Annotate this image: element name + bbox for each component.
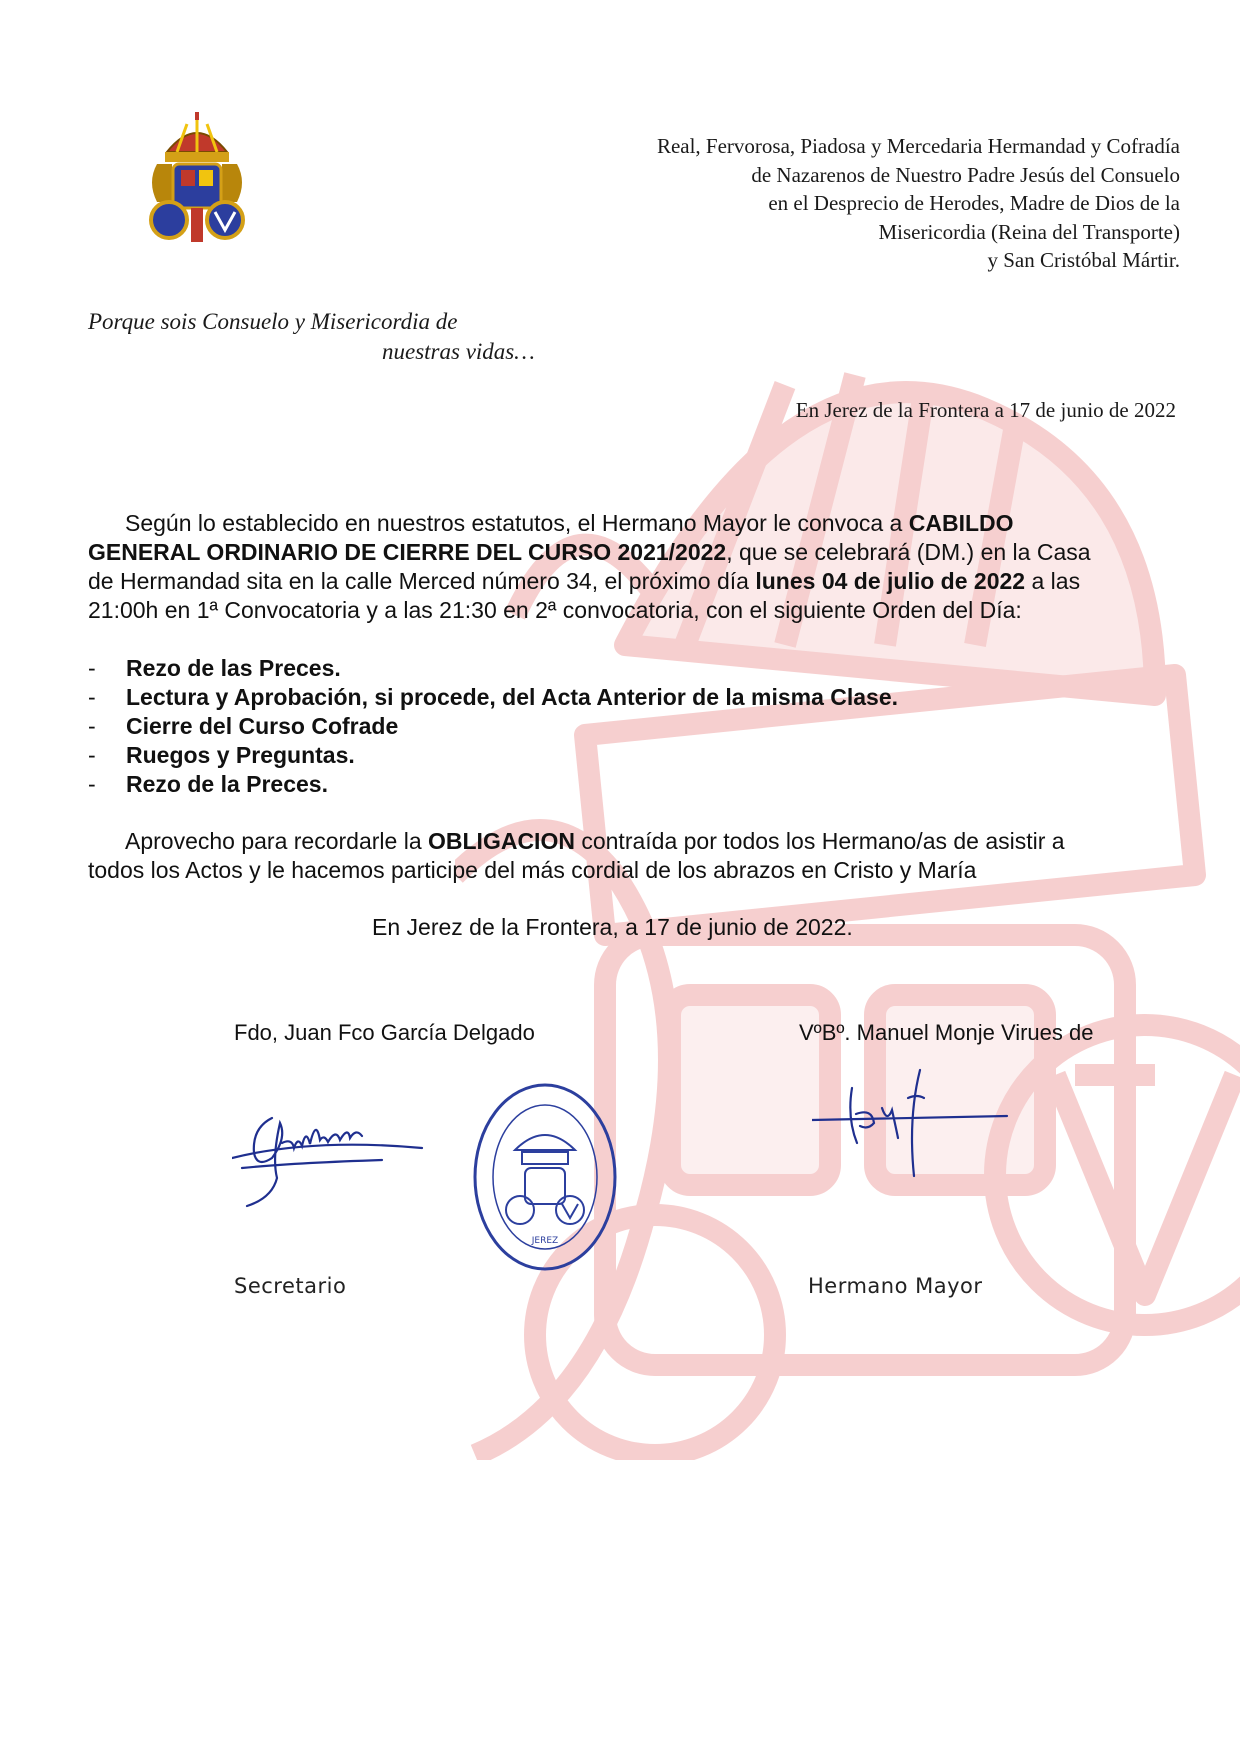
secretary-signature-icon: [232, 1098, 432, 1213]
paragraph-2-line-1: [125, 828, 1065, 855]
agenda-item-text: Cierre del Curso Cofrade: [126, 713, 399, 739]
list-dash: -: [88, 655, 96, 681]
agenda-item: [88, 742, 355, 769]
hermandad-line: de Nazarenos de Nuestro Padre Jesús del Consuelo: [751, 162, 1180, 187]
motto-line-1: Porque sois Consuelo y Misericordia de: [88, 309, 458, 334]
text-segment: contraída por todos los Hermano/as de asistir a: [574, 828, 1065, 854]
list-dash: -: [88, 742, 96, 768]
mayor-name: VºBº. Manuel Monje Virues de: [799, 1020, 1094, 1045]
paragraph-1-line-2: [88, 539, 1091, 566]
mayor-role: Hermano Mayor: [808, 1274, 983, 1298]
list-dash: -: [88, 684, 96, 710]
text-bold-segment: GENERAL ORDINARIO DE CIERRE DEL CURSO 2021/2022: [88, 539, 727, 565]
hermandad-crest-logo: [147, 112, 247, 246]
hermandad-title: [480, 132, 1180, 275]
motto-line-2: nuestras vidas…: [382, 339, 535, 364]
agenda-item-text: Ruegos y Preguntas.: [126, 742, 355, 768]
agenda-item: [88, 713, 398, 740]
list-dash: -: [88, 713, 96, 739]
agenda-item: [88, 771, 328, 798]
text-bold-segment: OBLIGACION: [428, 828, 575, 854]
text-segment: , que se celebrará (DM.) en la Casa: [726, 539, 1091, 565]
seal-bottom-text: JEREZ: [531, 1236, 559, 1246]
mayor-signature-icon: [812, 1068, 1017, 1178]
hermandad-line: Real, Fervorosa, Piadosa y Mercedaria Hermandad y Cofradía: [656, 134, 1180, 158]
text-segment: Aprovecho para recordarle la: [125, 828, 428, 854]
official-seal-icon: [470, 1080, 620, 1275]
secretary-name: Fdo, Juan Fco García Delgado: [234, 1020, 535, 1045]
list-dash: -: [88, 771, 96, 797]
paragraph-1-line-1: [125, 510, 1014, 537]
hermandad-line: en el Desprecio de Herodes, Madre de Dios de la: [768, 191, 1180, 215]
hermandad-line: y San Cristóbal Mártir.: [987, 248, 1180, 272]
text-bold-segment: CABILDO: [908, 510, 1014, 536]
text-segment: a las: [1025, 568, 1081, 594]
paragraph-2-line-2: todos los Actos y le hacemos participe del más cordial de los abrazos en Cristo y María: [88, 857, 977, 883]
text-bold-segment: lunes 04 de julio de 2022: [755, 568, 1026, 594]
text-segment: de Hermandad sita en la calle Merced número 34, el próximo día: [88, 568, 756, 594]
paragraph-1-line-4: 21:00h en 1ª Convocatoria y a las 21:30 en 2ª convocatoria, con el siguiente Orden del Día:: [88, 597, 1022, 623]
header-date: En Jerez de la Frontera a 17 de junio de 2022: [795, 398, 1176, 422]
agenda-item: [88, 655, 341, 682]
agenda-item: [88, 684, 898, 711]
agenda-item-text: Rezo de la Preces.: [126, 771, 328, 797]
secretary-role: Secretario: [234, 1274, 347, 1298]
paragraph-1-line-3: [88, 568, 1080, 595]
agenda-item-text: Rezo de las Preces.: [126, 655, 341, 681]
agenda-item-text: Lectura y Aprobación, si procede, del Acta Anterior de la misma Clase.: [126, 684, 899, 710]
closing-date: En Jerez de la Frontera, a 17 de junio de 2022.: [372, 914, 853, 940]
hermandad-line: Misericordia (Reina del Transporte): [878, 219, 1180, 244]
text-segment: Según lo establecido en nuestros estatutos, el Hermano Mayor le convoca a: [125, 510, 909, 536]
